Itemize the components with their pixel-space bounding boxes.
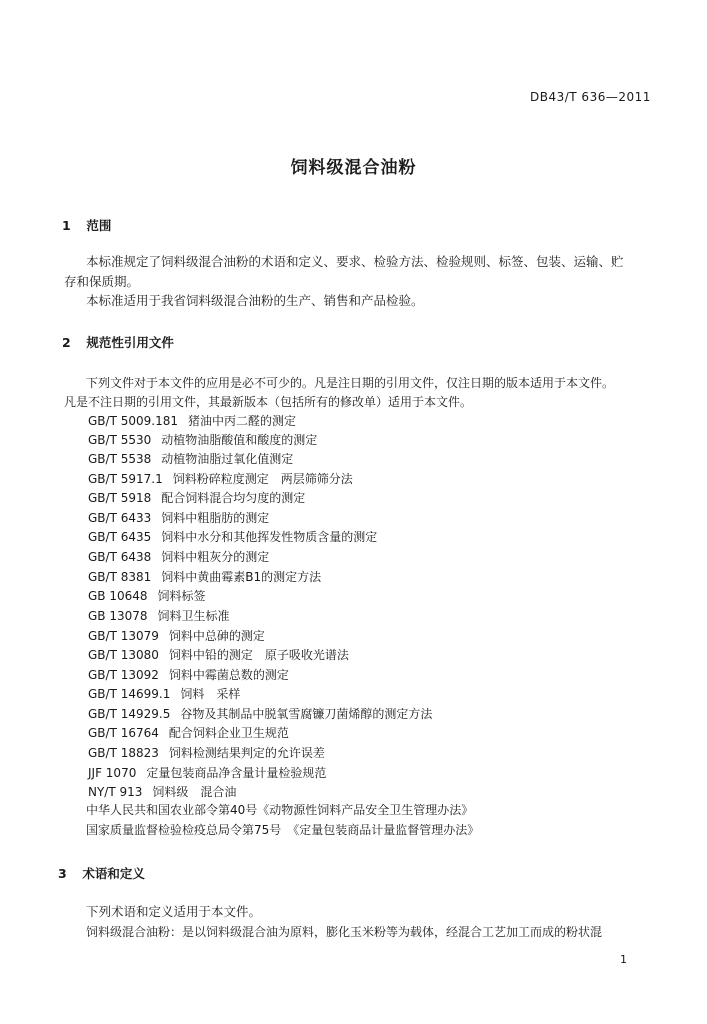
reference-code: GB/T 6433 (88, 511, 152, 525)
document-title: 饲料级混合油粉 (290, 158, 417, 178)
reference-name: 饲料中铅的测定 原子吸收光谱法 (168, 648, 349, 662)
reference-name: 配合饲料混合均匀度的测定 (161, 491, 306, 505)
reference-name: 动植物油脂酸值和酸度的测定 (161, 433, 318, 447)
reference-code: GB/T 18823 (88, 746, 159, 760)
reference-item (88, 685, 240, 702)
normative-intro-2: 凡是不注日期的引用文件，其最新版本（包括所有的修改单）适用于本文件。 (64, 395, 473, 409)
reference-code: GB/T 16764 (88, 726, 159, 740)
reference-code: GB/T 5918 (88, 491, 152, 505)
regulation-ref-1: 中华人民共和国农业部令第40号《动物源性饲料产品安全卫生管理办法》 (86, 803, 474, 817)
reference-item (88, 724, 289, 741)
section-3-number: 3 (58, 866, 67, 881)
terms-intro: 下列术语和定义适用于本文件。 (86, 904, 262, 919)
reference-name: 饲料中粗脂肪的测定 (161, 511, 270, 525)
reference-item (88, 627, 265, 644)
reference-name: 饲料中水分和其他挥发性物质含量的测定 (161, 530, 378, 544)
reference-item (88, 528, 377, 545)
reference-name: 谷物及其制品中脱氧雪腐镰刀菌烯醇的测定方法 (180, 707, 433, 721)
section-1-title: 范围 (86, 218, 112, 233)
reference-code: GB/T 13092 (88, 668, 159, 682)
reference-code: GB 10648 (88, 589, 148, 603)
reference-item (88, 412, 296, 429)
reference-item (88, 568, 321, 585)
term-definition: 饲料级混合油粉：是以饲料级混合油为原料，膨化玉米粉等为载体，经混合工艺加工而成的粉状混 (86, 925, 603, 939)
reference-code: GB/T 6438 (88, 550, 152, 564)
reference-item (88, 764, 326, 781)
reference-item (88, 705, 432, 722)
reference-code: GB/T 13080 (88, 648, 159, 662)
reference-name: 配合饲料企业卫生规范 (168, 726, 289, 740)
reference-code: JJF 1070 (88, 766, 137, 780)
reference-code: GB/T 6435 (88, 530, 152, 544)
section-2-number: 2 (62, 335, 71, 350)
reference-code: GB/T 8381 (88, 570, 152, 584)
reference-name: 猪油中丙二醛的测定 (187, 414, 296, 428)
reference-name: 定量包装商品净含量计量检验规范 (146, 766, 327, 780)
normative-intro-1: 下列文件对于本文件的应用是必不可少的。凡是注日期的引用文件，仅注日期的版本适用于本文件。 (86, 376, 615, 390)
reference-item (88, 470, 353, 487)
reference-name: 饲料中总砷的测定 (168, 629, 265, 643)
reference-name: 饲料中黄曲霉素B1的测定方法 (161, 570, 322, 584)
section-1-heading (62, 216, 111, 234)
scope-paragraph-2: 本标准适用于我省饲料级混合油粉的生产、销售和产品检验。 (86, 293, 424, 308)
reference-code: GB/T 14929.5 (88, 707, 171, 721)
reference-code: GB/T 5917.1 (88, 472, 163, 486)
section-2-title: 规范性引用文件 (86, 335, 174, 350)
reference-item (88, 744, 325, 761)
reference-name: 动植物油脂过氧化值测定 (161, 452, 294, 466)
reference-code: GB/T 13079 (88, 629, 159, 643)
reference-name: 饲料标签 (157, 589, 206, 603)
reference-name: 饲料中霉菌总数的测定 (168, 668, 289, 682)
reference-code: NY/T 913 (88, 785, 143, 799)
section-1-number: 1 (62, 218, 71, 233)
scope-paragraph-1-continued: 存和保质期。 (64, 274, 140, 289)
reference-name: 饲料中粗灰分的测定 (161, 550, 270, 564)
reference-name: 饲料粉碎粒度测定 两层筛筛分法 (172, 472, 353, 486)
scope-paragraph-1: 本标准规定了饲料级混合油粉的术语和定义、要求、检验方法、检验规则、标签、包装、运输、贮 (86, 254, 624, 269)
regulation-ref-2: 国家质量监督检验检疫总局令第75号 《定量包装商品计量监督管理办法》 (86, 823, 480, 837)
document-code: DB43/T 636—2011 (530, 90, 651, 104)
section-3-heading (58, 864, 145, 882)
reference-code: GB 13078 (88, 609, 148, 623)
reference-item (88, 783, 236, 800)
reference-item (88, 450, 293, 467)
reference-item (88, 646, 349, 663)
reference-item (88, 431, 317, 448)
reference-name: 饲料 采样 (180, 687, 241, 701)
section-2-heading (62, 333, 174, 351)
reference-item (88, 509, 269, 526)
reference-code: GB/T 14699.1 (88, 687, 171, 701)
reference-item (88, 548, 269, 565)
reference-code: GB/T 5530 (88, 433, 152, 447)
reference-code: GB/T 5009.181 (88, 414, 178, 428)
reference-code: GB/T 5538 (88, 452, 152, 466)
page-number: 1 (620, 953, 627, 966)
reference-item (88, 587, 206, 604)
reference-name: 饲料卫生标准 (157, 609, 230, 623)
reference-name: 饲料检测结果判定的允许误差 (168, 746, 325, 760)
section-3-title: 术语和定义 (82, 866, 145, 881)
reference-item (88, 489, 305, 506)
reference-item (88, 607, 230, 624)
reference-item (88, 666, 289, 683)
reference-name: 饲料级 混合油 (152, 785, 237, 799)
